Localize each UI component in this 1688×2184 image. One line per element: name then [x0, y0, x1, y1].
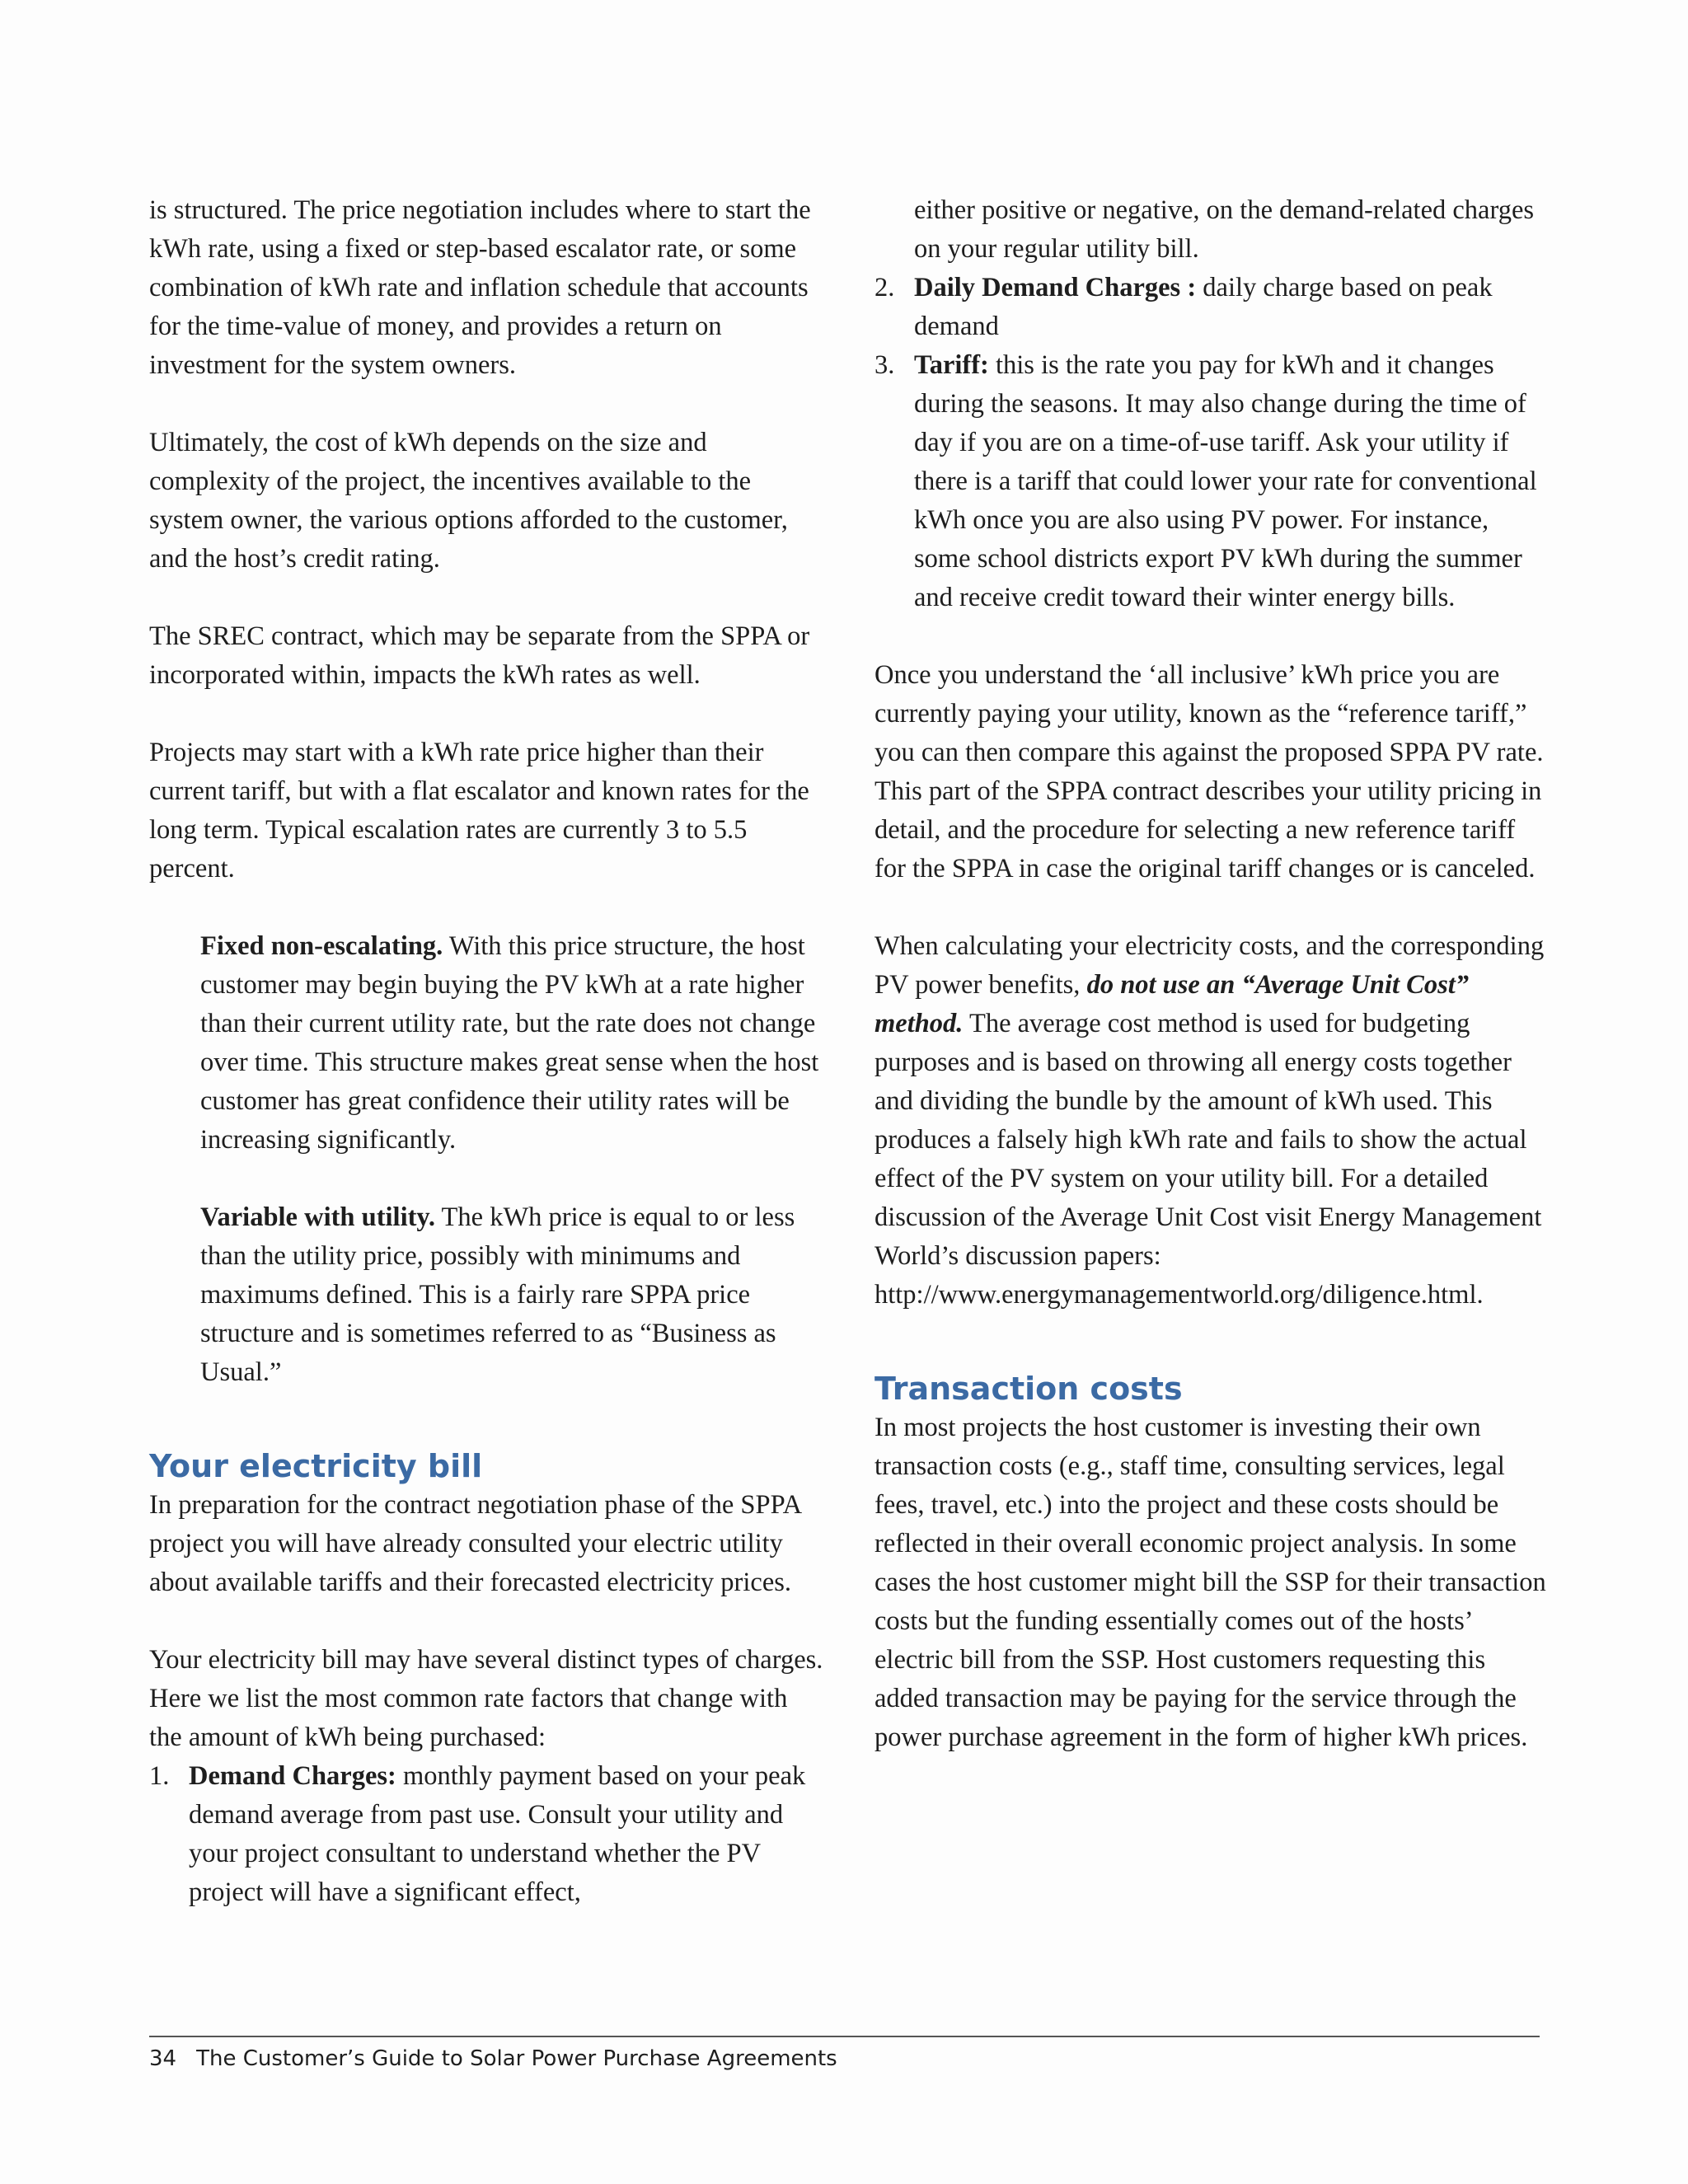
list-item [874, 346, 1550, 617]
paragraph: is structured. The price negotiation includes where to start the kWh rate, using a fixed or step-based escalator rate, or some combination of kWh rate and inflation schedule that accounts for the time-value of money, and provides a return on investment for the system owners. [149, 195, 811, 380]
document-title: The Customer’s Guide to Solar Power Purchase Agreements [196, 2046, 837, 2071]
variable-with-utility-text: The kWh price is equal to or less than the utility price, possibly with minimums and maximums defined. This is a fairly rare SPPA price structure and is sometimes referred to as “Business as Usual.” [200, 1202, 795, 1387]
page-number: 34 [149, 2046, 177, 2071]
list-number: 3. [874, 350, 895, 380]
right-column [874, 191, 1550, 1796]
list-number: 1. [149, 1761, 170, 1791]
section-heading-electricity-bill: Your electricity bill [149, 1448, 483, 1484]
list-item [874, 269, 1550, 346]
paragraph: Your electricity bill may have several distinct types of charges. Here we list the most common rate factors that change with the amount of kWh being purchased: [149, 1645, 823, 1752]
list-item-title: Tariff: [914, 350, 989, 380]
list-item-title: Daily Demand Charges : [914, 273, 1197, 302]
section-heading-transaction-costs: Transaction costs [874, 1371, 1183, 1407]
list-item-title: Demand Charges: [189, 1761, 396, 1791]
paragraph: Once you understand the ‘all inclusive’ kWh price you are currently paying your utility, known as the “reference tariff,” you can then compare this against the proposed SPPA PV rate. This part of the SPPA contract describes your utility pricing in detail, and the procedure for selecting a new reference tariff for the SPPA in case the original tariff changes or is canceled. [874, 660, 1544, 883]
list-number: 2. [874, 273, 895, 302]
list-item [149, 1757, 825, 1912]
paragraph: In most projects the host customer is investing their own transaction costs (e.g., staff time, consulting services, legal fees, travel, etc.) into the project and these costs should be reflected in their overall economic project analysis. In some cases the host customer might bill the SSP for their transaction costs but the funding essentially comes out of the hosts’ electric bill from the SSP. Host customers requesting this added transaction may be paying for the service through the power purchase agreement in the form of higher kWh prices. [874, 1413, 1546, 1752]
paragraph: Ultimately, the cost of kWh depends on the size and complexity of the project, the incentives available to the system owner, the various options afforded to the customer, and the host’s credit rating. [149, 428, 788, 574]
average-unit-cost-paragraph [874, 927, 1550, 1315]
paragraph-text: When calculating your electricity costs, and the corresponding PV power benefits, [874, 931, 1545, 1000]
paragraph: Projects may start with a kWh rate price higher than their current tariff, but with a flat escalator and known rates for the long term. Typical escalation rates are currently 3 to 5.5 percent. [149, 738, 809, 883]
paragraph: In preparation for the contract negotiation phase of the SPPA project you will have already consulted your electric utility about available tariffs and their forecasted electricity prices. [149, 1490, 801, 1597]
paragraph-text: The average cost method is used for budgeting purposes and is based on throwing all energy costs together and dividing the bundle by the amount of kWh used. This produces a falsely high kWh rate and fails to show the actual effect of the PV system on your utility bill. For a detailed discussion of the Average Unit Cost visit Energy Management World’s discussion papers: http://www.energymanagementworld.org/diligence.html. [874, 1009, 1542, 1310]
rate-factors-list [149, 1757, 825, 1912]
left-column [149, 191, 825, 1912]
variable-with-utility-paragraph [200, 1198, 825, 1392]
fixed-non-escalating-text: With this price structure, the host customer may begin buying the PV kWh at a rate higher than their current utility rate, but the rate does not change over time. This structure makes great sense when the host customer has great confidence their utility rates will be increasing significantly. [200, 931, 819, 1155]
list-item-text: this is the rate you pay for kWh and it changes during the seasons. It may also change during the time of day if you are on a time-of-use tariff. Ask your utility if there is a tariff that could lower your rate for conventional kWh once you are also using PV power. For instance, some school districts export PV kWh during the summer and receive credit toward their winter energy bills. [914, 350, 1537, 612]
page-footer [149, 2042, 837, 2075]
variable-with-utility-title: Variable with utility. [200, 1202, 436, 1232]
fixed-non-escalating-paragraph [200, 927, 825, 1160]
emphasis-text: do not use an “Average Unit Cost” method. [874, 970, 1470, 1038]
rate-factors-list-continued [874, 269, 1550, 617]
list-item-text: monthly payment based on your peak demand average from past use. Consult your utility and your project consultant to understand whether the PV project will have a significant effect, [189, 1761, 806, 1907]
paragraph: The SREC contract, which may be separate from the SPPA or incorporated within, impacts the kWh rates as well. [149, 621, 810, 690]
list-item-text: daily charge based on peak demand [914, 273, 1493, 341]
fixed-non-escalating-title: Fixed non-escalating. [200, 931, 443, 961]
footer-divider [149, 2036, 1540, 2037]
list-item-continuation: either positive or negative, on the demand-related charges on your regular utility bill. [914, 195, 1535, 264]
